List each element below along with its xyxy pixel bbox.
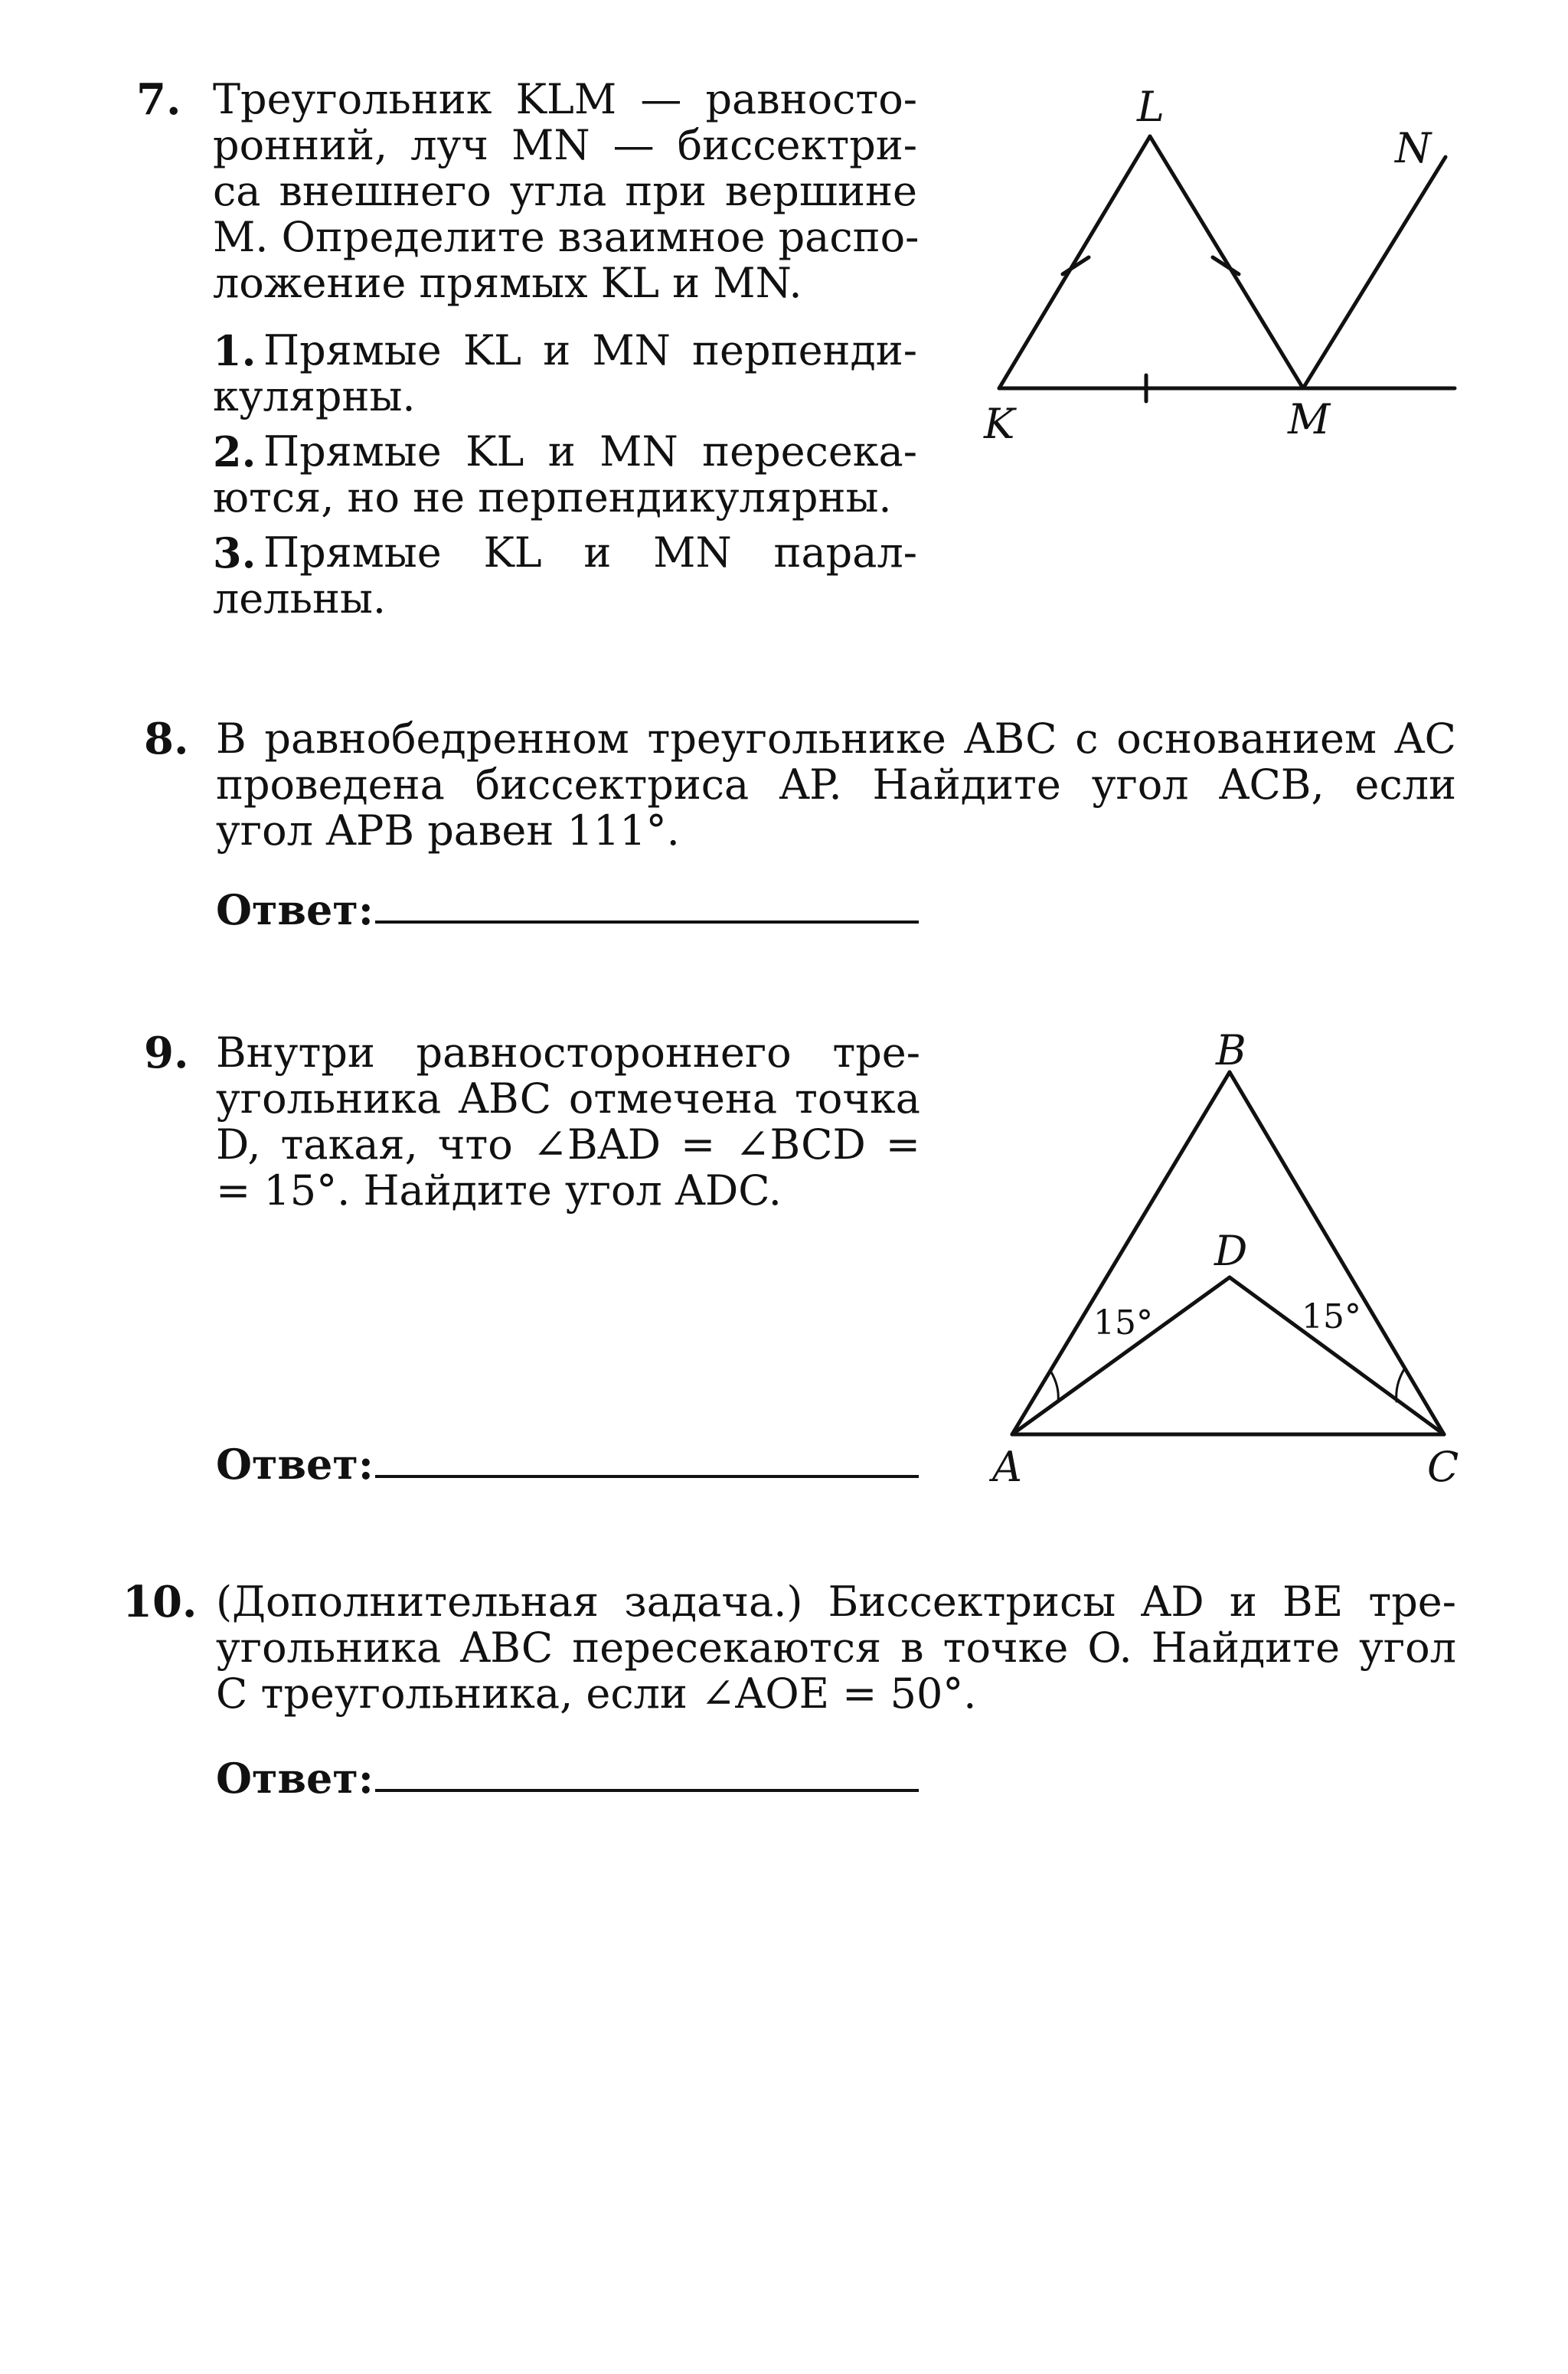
problem-8-answer-label: Ответ:: [216, 885, 374, 934]
problem-9-answer-label: Ответ:: [216, 1440, 374, 1489]
problem-7-text-line: ложение прямых KL и MN.: [213, 259, 802, 307]
option-2-text: ются, но не перпендикулярны.: [213, 473, 892, 522]
problem-8-text-line: угол APB равен 111°.: [216, 806, 680, 855]
angle-arc-bad: [1050, 1371, 1058, 1401]
option-3-text: лельны.: [213, 574, 387, 623]
problem-7-text-line: ронний, луч MN — биссектри-: [213, 121, 917, 169]
ray-mn: [1303, 157, 1446, 388]
figure-klm: [999, 136, 1455, 401]
problem-8-text-line: В равнобедренном треугольнике ABC с основанием AC: [216, 714, 1456, 763]
angle-label-bcd: 15°: [1302, 1297, 1361, 1336]
segment-kl: [999, 136, 1150, 388]
problem-7-number: 7.: [136, 74, 181, 125]
label-n: N: [1395, 124, 1432, 172]
segment-ab: [1012, 1072, 1230, 1434]
option-3-number: 3.: [213, 528, 256, 577]
problem-7-text-line: са внешнего угла при вершине: [213, 167, 917, 215]
problem-7-text-line: M. Определите взаимное распо-: [213, 213, 920, 261]
label-b: B: [1216, 1026, 1246, 1074]
problem-9-text-line: Внутри равностороннего тре-: [216, 1028, 920, 1077]
problem-9-number: 9.: [144, 1028, 189, 1078]
label-k: K: [984, 400, 1015, 448]
problem-10-text-line: угольника ABC пересекаются в точке O. Найдите угол: [216, 1624, 1456, 1672]
segment-ad: [1012, 1277, 1230, 1434]
label-a: A: [992, 1443, 1022, 1491]
angle-arc-bcd: [1396, 1369, 1404, 1401]
problem-10-number: 10.: [122, 1577, 198, 1627]
segment-bc: [1230, 1072, 1444, 1434]
problem-10-answer-label: Ответ:: [216, 1754, 374, 1803]
problem-9-text-line: D, такая, что ∠BAD = ∠BCD =: [216, 1120, 920, 1169]
option-2-number: 2.: [213, 427, 256, 476]
problem-8-text-line: проведена биссектриса AP. Найдите угол ACB, если: [216, 760, 1456, 809]
problem-9-text-line: = 15°. Найдите угол ADC.: [216, 1166, 782, 1215]
label-m: M: [1288, 395, 1331, 443]
problem-10-text-line: (Дополнительная задача.) Биссектрисы AD и BE тре-: [216, 1578, 1456, 1626]
label-l: L: [1137, 83, 1165, 131]
option-1-number: 1.: [213, 326, 256, 375]
label-c: C: [1427, 1443, 1459, 1491]
segment-lm: [1150, 136, 1303, 388]
option-1-text: Прямые KL и MN перпенди-: [263, 326, 917, 374]
problem-9-text-line: угольника ABC отмечена точка: [216, 1074, 920, 1123]
problem-7-text-line: Треугольник KLM — равносто-: [213, 75, 917, 123]
problem-8-number: 8.: [144, 714, 189, 764]
option-1-text: кулярны.: [213, 372, 416, 420]
option-2-text: Прямые KL и MN пересека-: [263, 427, 917, 476]
problem-10-text-line: C треугольника, если ∠AOE = 50°.: [216, 1669, 977, 1718]
option-3-text: Прямые KL и MN парал-: [263, 528, 917, 577]
angle-label-bad: 15°: [1093, 1303, 1153, 1342]
label-d: D: [1214, 1227, 1248, 1275]
